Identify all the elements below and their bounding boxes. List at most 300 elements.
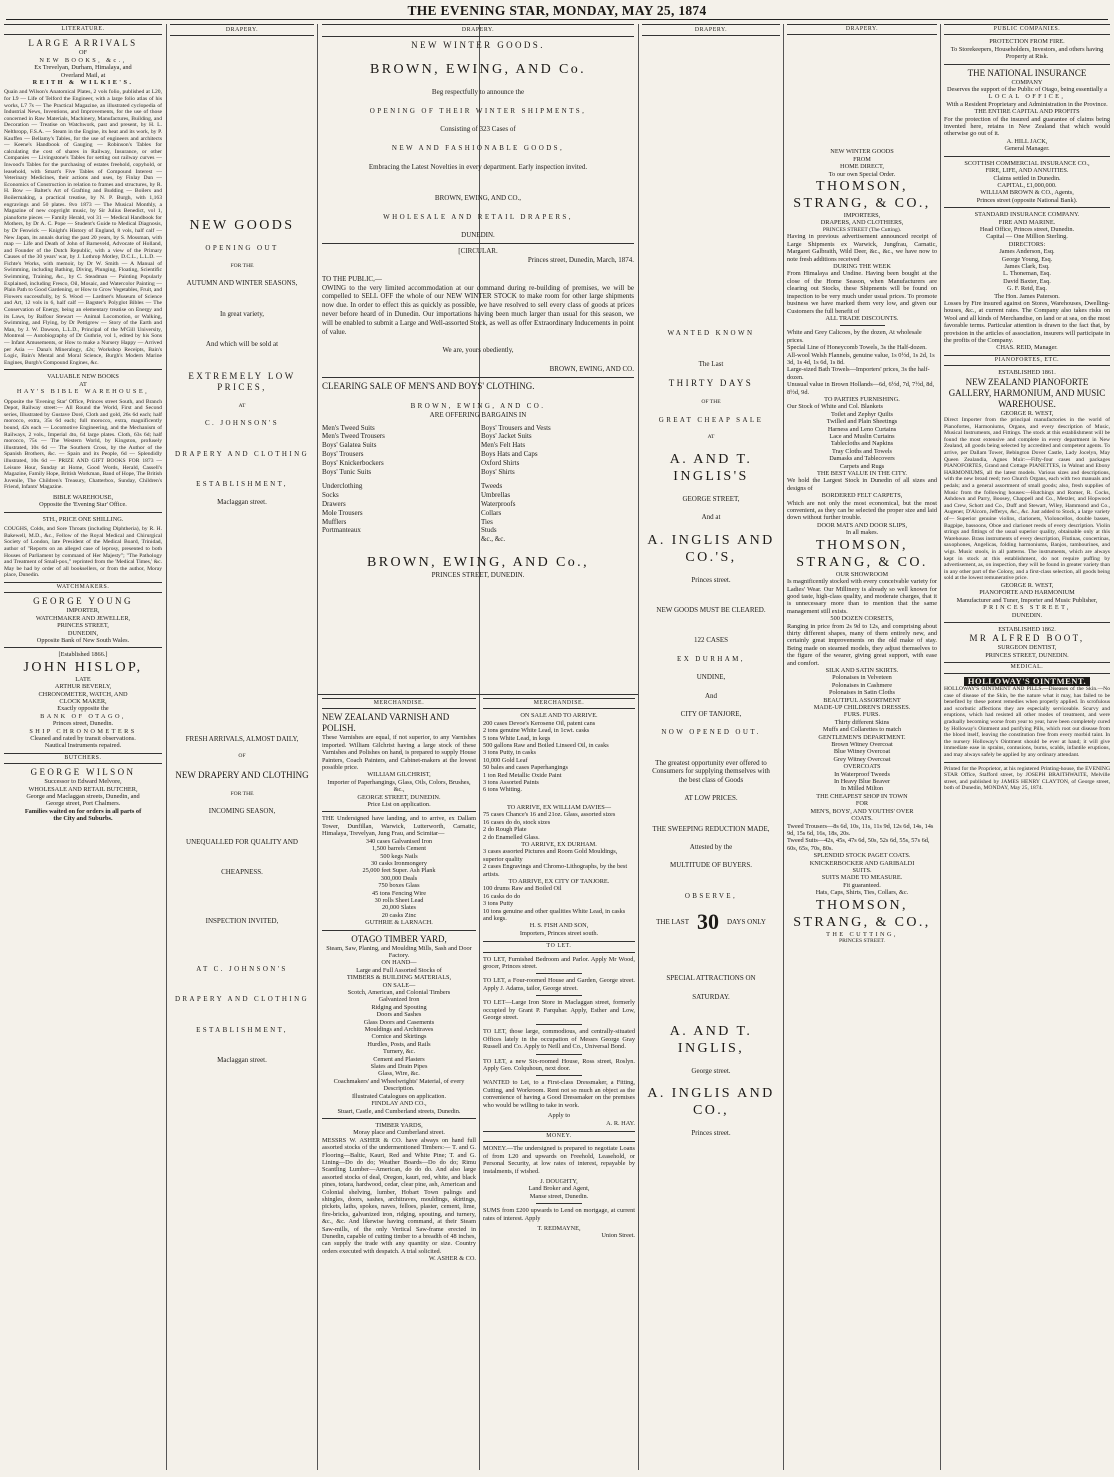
text-line: TIMBERS & BUILDING MATERIALS, xyxy=(346,974,452,982)
advertiser: GEORGE YOUNG xyxy=(33,596,133,607)
list-item: 340 cases Galvanised Iron xyxy=(365,837,433,845)
text-line: AT LOW PRICES. xyxy=(684,794,738,803)
list-item: In Milled Milton xyxy=(840,785,884,793)
text-line: the best class of Goods xyxy=(678,775,744,784)
list-item: 300,000 Deals xyxy=(380,874,418,882)
list-item: 3 tons Putty xyxy=(483,900,514,908)
classified-ad: TO LET—Large Iron Store in Maclaggan street, formerly occupied by Grant P. Farquhar. Apply, Esther and Low, George street. xyxy=(483,999,635,1022)
text-line: Princes street. xyxy=(691,575,731,584)
rule xyxy=(318,694,638,695)
list-item: Studs xyxy=(481,526,497,535)
text-line: Scotch, American, and Colonial Timbers xyxy=(347,989,451,996)
list-item: Waterproofs xyxy=(481,499,516,508)
text-line: ON HAND— xyxy=(381,959,417,967)
headline: KNICKERBOCKER AND GARIBALDI xyxy=(809,859,915,867)
list-item: White and Grey Calicoes, by the dozen, At wholesale prices. xyxy=(787,329,922,344)
column-rule xyxy=(940,24,941,1470)
text-line: SHIP CHRONOMETERS xyxy=(29,727,137,735)
headline: LARGE ARRIVALS xyxy=(28,38,138,49)
list-item: Boys Hats and Caps xyxy=(481,449,538,458)
text-line: ON SALE— xyxy=(382,981,416,989)
text-line: NEW AND FASHIONABLE GOODS, xyxy=(391,144,565,153)
text-line: Maclaggan street. xyxy=(217,1056,267,1065)
advertiser: C. JOHNSON'S xyxy=(204,419,280,428)
text-line: BROWN, EWING, AND CO., xyxy=(434,193,522,202)
price-list: Tweed Suits—42s, 45s, 47s 6d, 50s, 52s 6d, 55s, 57s 6d, 60s, 65s, 70s, 80s. xyxy=(787,837,930,852)
text-line: Moray place and Cumberland street. xyxy=(353,1129,445,1137)
text-line: TO THE PUBLIC,— xyxy=(322,274,382,283)
signature: GEORGE R. WEST, xyxy=(1000,581,1054,589)
list-item: Lace and Muslin Curtains xyxy=(829,433,895,440)
advert-body: We hold the Largest Stock in Dunedin of all sizes and designs of xyxy=(787,477,937,492)
bargain-list-right xyxy=(481,424,634,544)
advert-george-young xyxy=(4,596,162,644)
list-item: Mouldings and Architraves xyxy=(364,1026,434,1034)
masthead xyxy=(0,3,1114,21)
advertiser: A. INGLIS AND CO.'S, xyxy=(647,532,775,565)
text-line: 122 CASES xyxy=(693,636,729,645)
list-item: 30 rolls Sheet Lead xyxy=(374,896,424,904)
headline: EXTREMELY LOW PRICES, xyxy=(188,370,296,392)
advert-body: Direct Importer from the principal manufactories in the world of Pianofortes, Harmoniums, Organs, and every description of Music, Musical Instruments, and Fittings. The stock at this establishment will be found the most extensive and complete in every department in New Zealand, all goods being selected by accredited and competent agents. To arrive, per Dallam Tower, Bebington Dover Castle, Lady Jocelyn, May Queen Zealandia, Agnes Muir:—Fifty-four cases and packages PIANOFORTES, Grand and Cottage PIANETTES, in Walnut and Ebony HARMONIUMS, all the latest models. Various sizes and descriptions, with the new broad reed; two Church Organs, each with two manuals and pedals; and a general assortment of small goods; also, fresh supplies of Music from the following houses:—Hutchings and Romer, R. Cocks, Ashdown and Parry, Boosey, Chappell and Co., Metzler, and Hopwood and Crew, Schott and Co., Duff and Stewart, Wiley, Hammond and Co., Augener, D'Alcorn, Jefferys, &c., &c. Just added to Stock, a large variety of— Superior genuine violins, clarionets, Violoncellos, double basses, Bagpipe, bassoons, Oboe and clarionet reeds of every description. Violin strings and fittings of the usual superior quality, obtainable only at this Warehouse. Brass instruments of every description, Flutinas, concertinas, saxophones, Angelicas, folding harmoniums, Banjos, tambourines, and wigs. Music stools, in all patterns. The instruments, which are always kept in stock at this establishment, do not require puffing by advertisement, as, on inspection, they will be found in greater variety than in any other part of the Colony, and a first-class selection, all goods being sold at the lowest remunerative price. xyxy=(944,417,1110,582)
advert-hays-bible xyxy=(4,373,162,395)
headline: FRESH ARRIVALS, ALMOST DAILY, xyxy=(185,734,299,743)
advertiser: SCOTTISH COMMERCIAL INSURANCE CO., xyxy=(964,159,1090,167)
text-line: LATE xyxy=(75,675,91,683)
text-line: WATCHMAKER AND JEWELLER, xyxy=(35,614,131,622)
text-line: NOW OPENED OUT. xyxy=(661,728,761,737)
list-item: Boys' Shirts xyxy=(481,467,515,476)
advertiser: AT C. JOHNSON'S xyxy=(196,965,288,974)
text-line: COMPANY xyxy=(1011,78,1043,86)
list-item: 2 tons genuine White Lead, in 1cwt. casks xyxy=(483,727,590,735)
advertiser: W. ASHER & CO. xyxy=(428,1255,476,1263)
text-line: DIRECTORS: xyxy=(1008,240,1046,248)
advertiser: THE NATIONAL INSURANCE xyxy=(967,67,1087,78)
signature: BROWN, EWING, AND CO. xyxy=(549,365,634,374)
text-line: Union Street. xyxy=(601,1232,635,1240)
list-item: Boys' Trousers and Vests xyxy=(481,423,551,432)
headline: CLEARING SALE OF MEN'S AND BOYS' CLOTHING. xyxy=(322,380,535,391)
classified-ad: MONEY.—The undersigned is prepared to negotiate Loans of from L20 and upwards on Freehold, Leasehold, or Personal Security, at low rates of interest, repayable by instalments, if wished. xyxy=(483,1145,635,1175)
text-line: PRINCES STREET, DUNEDIN. xyxy=(431,570,525,579)
text-line: Embracing the Latest Novelties in every department. Early inspection invited. xyxy=(368,162,588,171)
headline: SPLENDID STOCK PAGET COATS. xyxy=(813,852,911,860)
text-line: OF xyxy=(78,49,88,57)
list-item: Harness and Leno Curtains xyxy=(827,425,897,433)
headline: ALL TRADE DISCOUNTS. xyxy=(825,314,899,322)
list-item: Boys' Trousers xyxy=(322,449,364,458)
text-line: Attested by the xyxy=(689,842,733,851)
headline: BEAUTIFUL ASSORTMENT xyxy=(823,696,901,704)
text-line: CHRONOMETER, WATCH, AND xyxy=(38,690,128,698)
section-head-merchandise: MERCHANDISE. xyxy=(483,698,635,709)
text-line: Maclaggan street. xyxy=(217,498,267,507)
text-line: In great variety, xyxy=(219,309,265,318)
text-line: Ex Trevelyan, Durham, Himalaya, and xyxy=(34,64,132,72)
text-line: Manse street, Dunedin. xyxy=(529,1192,589,1200)
headline: BORDERED FELT CARPETS, xyxy=(821,492,903,500)
list-item: 1 ton Red Metallic Oxide Paint xyxy=(483,771,562,779)
text-line: FIRE, LIFE, AND ANNUITIES. xyxy=(985,167,1069,175)
text-line: Deserves the support of the Public of Otago, being essentially a xyxy=(946,86,1107,94)
list-item: 25,000 feet Super. Ash Plank xyxy=(362,867,436,875)
text-line: OPENING OUT xyxy=(205,244,279,253)
classified-ad: WANTED to Let, to a First-class Dressmaker, a Fitting, Cutting, and Workroom. Rent not so much an object as the convenience of having a Good Dressmaker on the premises who would be willing to take in work. xyxy=(483,1079,635,1109)
text-line: Head Office, Princes street, Dunedin. xyxy=(979,225,1075,233)
headline: NEW WINTER GOODS xyxy=(830,148,894,156)
text-line: DUNEDIN. xyxy=(461,231,495,240)
list-item: 500 gallons Raw and Boiled Linseed Oil, in casks xyxy=(483,742,609,750)
advertiser: REITH & WILKIE'S. xyxy=(32,79,134,87)
advertiser: A. R. HAY. xyxy=(606,1119,635,1127)
advertiser: HAY'S BIBLE WAREHOUSE, xyxy=(16,388,150,396)
headline: THE BEST VALUE IN THE CITY. xyxy=(816,470,908,478)
text-line: To Storekeepers, Householders, Investors, and others having Property at Risk. xyxy=(950,45,1104,61)
text-line: AUTUMN AND WINTER SEASONS, xyxy=(186,279,298,288)
list-item: 30 casks Ironmongery xyxy=(371,859,427,867)
list-item: Men's Felt Hats xyxy=(481,441,526,450)
text-line: Families waited on for orders in all parts of xyxy=(24,807,142,815)
headline: MADE-UP CHILDREN'S DRESSES. xyxy=(813,704,911,711)
text-line: Princes street, Dunedin. xyxy=(52,720,114,728)
text-line: We are, yours obediently, xyxy=(442,346,514,355)
section-head-watchmakers: WATCHMAKERS. xyxy=(4,582,162,593)
column-rule xyxy=(783,24,784,1470)
list-item: L. Thoneman, Esq. xyxy=(1003,270,1051,278)
section-head-drapery: DRAPERY. xyxy=(787,24,937,35)
text-line: OF THE xyxy=(701,399,721,406)
list-item: Hurdles, Posts, and Rails xyxy=(367,1040,431,1048)
text-line: ESTABLISHMENT, xyxy=(196,1025,288,1034)
list-item: 3 cases assorted Pictures and Room Gold Mouldings, superior quality xyxy=(483,848,618,863)
advertiser: THOMSON, STRANG, & CO., xyxy=(793,179,931,212)
text-line: INCOMING SEASON, xyxy=(208,807,276,816)
headline: 500 DOZEN CORSETS, xyxy=(830,615,894,623)
rule xyxy=(4,512,162,513)
list-item: Tray Cloths and Towels xyxy=(832,447,892,455)
column-drapery-brown-ewing xyxy=(322,24,634,694)
text-line: Consisting of 323 Cases of xyxy=(440,125,516,134)
advert-body: From Himalaya and Undine. Having been bought at the close of the Home Season, when Manufacturers are clearing out Stocks, these Shipments will be found on inspection to be very much under usual prices. To promote business we have marked them very low, and given our Customers the full benefit of xyxy=(787,270,937,315)
text-line: Princes street, Dunedin, March, 1874. xyxy=(527,255,634,264)
list-item: 16 cases do do, stock sizes xyxy=(483,818,551,826)
column-public-companies xyxy=(944,24,1110,1470)
list-item: Glass, Wire, &c. xyxy=(378,1070,420,1078)
list-item: Oxford Shirts xyxy=(481,458,520,467)
headline: LOCAL OFFICE, xyxy=(988,93,1066,101)
list-item: Umbrellas xyxy=(481,491,511,500)
text-line: PRINCES STREET, xyxy=(57,622,109,630)
advert-body: Is magnificently stocked with every conceivable variety for Ladies' Wear. Our Millinery is already so well known for good taste, high-class quality, and moderate charges, that it is unnecessary more than to mention that the same management still exists. xyxy=(787,578,937,615)
text-line: the City and Suburbs. xyxy=(53,815,113,823)
advertiser: A. AND T. INGLIS, xyxy=(669,1023,753,1056)
list-item: 50 bales and cases Paperhangings xyxy=(483,764,568,772)
masthead-title: THE EVENING STAR, MONDAY, MAY 25, 1874 xyxy=(407,3,707,18)
section-head-public: PUBLIC COMPANIES. xyxy=(944,24,1110,35)
list-item: 10 tons genuine and other qualities White Lead, in casks and kegs. xyxy=(483,907,626,922)
classified-ad: SUMS from £200 upwards to Lend on mortgage, at current rates of interest. Apply xyxy=(483,1207,635,1222)
list-item: Large-sized Bath Towels—Importers' prices, 3s the half-dozen. xyxy=(787,366,930,381)
book-list: Quain and Wilson's Anatomical Plates, 2 vols folio, published at L20, for L9 — Life of Telford the Engineer, with a large folio atlas of his works, L7 7s — The Practical Magazine, an illustrated cyclopedia of Industrial News, Inventions, and Improvements, for the use of those concerned in Raw Materials, Machinery, Manufactures, Building, and Decoration — Treatise on Watchwork, past and present, by H. L. Nelthropp, F.S.A. — Steam in the Engine, its heat and its work, by P. Kauffen — Bellamy's Tables, for the use of engineers and architects — Keene's Handbook of Gauging — Robinson's Tables for calculating the cost of shares in Railway, Insurance, or other Companies — Livingstone's Tables for setting out railway curves — Inwood's Tables for the purchasing of estates freehold, copyhold, or leasehold, with Smart's Five Tables of Compound Interest — Veterinary Medicines, their actions and uses, by Finlay Dun — Economics of Construction in relation to frames and structures, by R. H. Bow — Baltet's Art of Grafting and Budding — Boilers and Boilermaking, a practical treatise, by N. P. Burgh, with 1,163 engravings and 50 plates. 8vo 1873 — The Musical Monthly, a Magazine of new copyright music, by Sir Julius Benedict, vol 1, pianoforte pieces — Family Herald, vol 31 — Medical Handbook for Mothers, by Dr A. C. Pope — Student's Guide to Medical Diagnosis, by Dr Fenwick — Knight's History of England, 8 vols, half calf — New Japan, its annals during the past 20 years, by S. Mossman, with map — Life and Death of John of Barneveld, Advocate of Holland, and Founder of the Dutch Republic, with a view of the Primary Causes of the 30 years' war, by J. Lothrop Motley, D.C.L., L.L.D. — Fichte's Works, with memoir, by Dr W. Smith — A Manual of Swimming, including Bathing, Diving, Plunging, Floating, Scientific Swimming, Training, &c., by C. Steadman — Painting Popularly Explained, including Fresco, Oil, Mosaic, and Watercolor Painting — Plain Path to Good Gardening, or How to Grow Vegetables, Fruit, and Flowers successfully, by S. Wood — Lardner's Museum of Science and Art, 12 vols in 6, half calf — Bagster's Polyglot Bibles — The Conservation of Energy, being an elementary treatise on Energy and its Laws, by Balfour Stewart — Animal Locomotion, or Walking, Swimming, and Flying, by Dr Pettigrew — Story of the Earth and Man, by J. W. Dawson, L.L.D., Principal of the M'Gill University, Montreal — Autobiography of Dr Guthrie, vol 1, edited by his Sons — Infant Amusements, or How to make a Nursery Happy — Arrived per Asia — Dana's Mineralogy, 42s; Workshop Receipts, Bain's Logic, Bain's Mental and Moral Science, Burgh's Modern Marine Engines, Burgh's Compound Engines, &c. xyxy=(4,89,162,366)
list-item: Slates and Drain Pipes xyxy=(370,1063,428,1071)
headline: SILK AND SATIN SKIRTS. xyxy=(825,666,899,674)
text-line: GEORGE R. WEST, xyxy=(1000,409,1054,417)
text-line: [CIRCULAR. xyxy=(458,247,498,256)
rule xyxy=(4,647,162,648)
advertiser: J. DOUGHTY, xyxy=(540,1177,578,1185)
headline: THE CHEAPEST SHOP IN TOWN xyxy=(816,792,908,800)
list-item: Cement and Plasters xyxy=(373,1055,425,1063)
section-head-drapery: DRAPERY. xyxy=(170,24,314,36)
list-item: G. F. Reid, Esq. xyxy=(1007,285,1047,293)
text-line: PIANOFORTE AND HARMONIUM xyxy=(979,589,1075,597)
advertiser: NEW ZEALAND PIANOFORTE GALLERY, HARMONIUM, AND MUSIC WAREHOUSE. xyxy=(948,376,1106,409)
text-line: GEORGE STREET, xyxy=(682,494,740,503)
signature: A. HILL JACK, xyxy=(1006,137,1048,145)
list-item: George Young, Esq. xyxy=(1001,255,1053,263)
text-line: IMPORTER, xyxy=(66,607,100,615)
text-line: AT xyxy=(238,402,246,409)
list-item: Muffs and Collarettes to match xyxy=(822,726,902,734)
list-item: The Hon. James Paterson. xyxy=(994,292,1060,300)
list-item: Galvanized Iron xyxy=(378,996,420,1004)
advert-body: MESSRS W. ASHER & CO. have always on hand full assorted stocks of the undermentioned Timbers:— T. and G. Flooring—Baltic, Kauri, Red and White Pine; T. and G. Lining—Do do do; Weather Boards—Do do do; Rimu Scantling Lumber—American, do do do. And also large assorted stocks of deal, Oregon, kauri, red, white, and black pines, totara, hardwood, cedar, clear pine, ash, American and Colonial shelving, lumber, Hobart Town palings and shingles, doors, sashes, architraves, mouldings, skirtings, pickets, laths, spokes, naves, felloes, plaster, cement, lime, fire-bricks, galvanized iron, ridging, spouting, and turnery, &c., &c. And likewise having command, at their Steam Saw-mills, of the only Vertical Saw-frame erected in Dunedin, capable of cutting timber to a breadth of 48 inches, can supply the trade with any quantity or size. Country orders executed with despatch. A trial solicited. xyxy=(322,1136,476,1255)
list-item: Polonaises in Cashmere xyxy=(831,681,893,689)
text-line: To our own Special Order. xyxy=(828,170,896,178)
headline: GREAT CHEAP SALE xyxy=(658,415,764,424)
text-line: DUNEDIN, xyxy=(67,629,99,637)
text-line: BANK OF OTAGO, xyxy=(40,712,126,720)
column-literature xyxy=(4,24,162,1470)
list-item: Men's Tweed Suits xyxy=(322,423,375,432)
text-line: Exactly opposite the xyxy=(57,705,109,713)
text-line: Importer of Paperhangings, Glass, Oils, Colors, Brushes, &c., xyxy=(327,778,471,794)
price-list: Tweed Trousers—8s 6d, 10s, 11s, 11s 9d, 12s 6d, 14s, 14s 9d, 15s 6d, 16s, 18s, 20s. xyxy=(787,822,934,837)
section-head-money: MONEY. xyxy=(483,1131,635,1142)
list-item: Cornice and Skirtings xyxy=(371,1033,427,1041)
advertiser: T. REDMAYNE, xyxy=(537,1224,581,1232)
text-line: CHEAPNESS. xyxy=(221,868,263,877)
text-line: Illustrated Catalogues on application. xyxy=(351,1092,447,1100)
list-item: Doors and Sashes xyxy=(376,1011,422,1019)
text-line: WHOLESALE AND RETAIL BUTCHER, xyxy=(28,785,138,793)
text-line: ESTABLISHED 1861. xyxy=(998,369,1056,377)
text-line: EX DURHAM, xyxy=(677,654,745,663)
rule xyxy=(322,811,476,812)
list-item: Polonaises in Satin Cloths xyxy=(829,689,895,697)
advert-john-hislop xyxy=(4,651,162,749)
text-line: DAYS ONLY xyxy=(726,917,766,926)
advert-reith-wilkie xyxy=(4,38,162,86)
advertiser: MR ALFRED BOOT, xyxy=(969,633,1085,644)
text-line: [Established 1866.] xyxy=(58,651,108,659)
text-line: CLOCK MAKER, xyxy=(59,697,107,705)
list-item: All-wool Welsh Flannels, genuine value, 1s 0½d, 1s 2d, 1s 3d, 1s 4d, 1s 6d, 1s 8d. xyxy=(787,351,935,366)
list-item: Drawers xyxy=(322,499,346,508)
list-item: 750 boxes Glass xyxy=(378,882,420,890)
section-head-drapery: DRAPERY. xyxy=(642,24,780,36)
text-line: GEORGE STREET, DUNEDIN. xyxy=(357,793,441,801)
column-rule xyxy=(479,698,480,1470)
bargain-list-left xyxy=(322,424,475,544)
advertiser: BROWN, EWING, AND Co. xyxy=(369,61,587,77)
list-item: Boys' Tunic Suits xyxy=(322,467,372,476)
text-line: Our Stock of White and Col. Blankets xyxy=(787,403,883,411)
list-item: Collars xyxy=(481,508,502,517)
section-head-drapery: DRAPERY. xyxy=(322,24,634,37)
headline: DURING THE WEEK xyxy=(833,263,891,271)
advertiser: A. AND T. INGLIS'S xyxy=(669,451,753,484)
list-item: Tablecloths and Napkins xyxy=(830,440,894,448)
headline: OVERCOATS xyxy=(843,763,881,771)
list-item: Boys' Knickerbockers xyxy=(322,458,384,467)
text-line: AT xyxy=(79,380,87,388)
text-line: And xyxy=(704,691,718,700)
text-line: Importers, Princes street south. xyxy=(519,929,599,937)
advert-brown-ewing xyxy=(322,40,634,240)
bargain-lists xyxy=(322,424,634,544)
list-item: Turnery, &c. xyxy=(382,1048,416,1056)
column-merchandise-1 xyxy=(322,698,476,1470)
headline: SUITS MADE TO MEASURE. xyxy=(821,874,903,882)
text-line: WILLIAM BROWN & CO., Agents, xyxy=(980,189,1074,197)
text-line: OPENING OF THEIR WINTER SHIPMENTS, xyxy=(369,106,587,115)
advertiser: BROWN, EWING, AND Co., xyxy=(367,554,589,570)
text-line: OBSERVE, xyxy=(684,891,738,900)
advert-body: Having in previous advertisement announced receipt of Large Shipments ex Warwick, Jungfrau, Carnatic, Margaret Galbraith, Wild Deer, &c., &c., we have now to note fresh additions received xyxy=(787,233,937,263)
headline: VALUABLE NEW BOOKS xyxy=(47,373,119,381)
advertiser: GUTHRIE & LARNACH. xyxy=(365,919,433,927)
list-item: Mole Trousers xyxy=(322,508,363,517)
text-line: Coachmakers' and Wheelwrights' Material, of every Description. xyxy=(333,1077,465,1093)
advert-body: Opposite the 'Evening Star' Office, Princes street South, and Branch Depot, Railway street:— All Round the World, First and Second series, Illustrated by Gustave Doré, Cloth and gold, 26s 6d each; half morocco, extra, 35s 6d each; full morocco, extra, magnificently bound, 42s each — Locomotive Engineering, and the Mechanism of Railways, 2 vols., Imperial 4to, 64 large plates. Cloth, 63s 6d; half morocco, 75s — The Western World, by Kingston, profusely illustrated, 10s 6d — The Southern Cross, by the Author of the Spanish Brothers, &c. — Spain and its People, 6d — Splendidly illustrated, 10s 6d — PRIZE AND GIFT BOOKS FOR 1873 — Leisure Hour, Sunday at Home, Good Words, Herald, Cassell's Magazine, Family Hope, British Workman, Band of Hope, The British Juvenile, The Children's Treasury, Chatterbox, Sunday, Children's Friend, Infants' Magazine. xyxy=(4,398,162,491)
list-item: 20 casks Zinc xyxy=(381,911,417,919)
text-line: Princes street. xyxy=(691,1129,731,1138)
list-item: Boys' Jacket Suits xyxy=(481,432,532,441)
section-head-butchers: BUTCHERS. xyxy=(4,753,162,764)
list-item: 3 tons Assorted Paints xyxy=(483,779,539,787)
classified-ad: TO LET, a new Six-roomed House, Ross street, Roslyn. Apply Geo. Colquhoun, next door. xyxy=(483,1057,635,1073)
advertiser: BROWN, EWING, AND CO. xyxy=(410,401,546,410)
text-line: Land Broker and Agent, xyxy=(528,1185,590,1193)
column-merchandise-2 xyxy=(483,698,635,1470)
text-line: CAPITAL, £1,000,000. xyxy=(997,181,1057,189)
classified-ad: TO LET, a Four-roomed House and Garden, George street. Apply J. Adams, tailor, George street. xyxy=(483,977,635,992)
headline: 5TH., PRICE ONE SHILLING. xyxy=(42,515,124,523)
text-line: Steam, Saw, Planing, and Moulding Mills, Sash and Door Factory. xyxy=(326,944,472,959)
text-line: George and Maclaggan streets, Dunedin, and xyxy=(26,793,140,800)
list-item: In Waterproof Tweeds xyxy=(834,770,890,778)
advert-body: Ranging in price from 2s 9d to 12s, and comprising about thirty different shapes, many of them entirely new, and certainly great improvements on the old make of stay. Being made on steamed models, they adjust themselves to the figure of the wearer, giving great support, with ease and comfort. xyxy=(787,622,937,667)
list-item: Toilet and Zephyr Quilts xyxy=(831,410,893,418)
list-item: Grey Witney Overcoat xyxy=(833,755,891,763)
list-item: In Heavy Blue Beaver xyxy=(833,778,891,786)
list-item: Glass Doors and Casements xyxy=(363,1018,435,1026)
list-item: Socks xyxy=(322,491,339,500)
text-line: George street. xyxy=(691,1066,731,1075)
advert-george-wilson xyxy=(4,767,162,822)
text-line: The Last xyxy=(698,359,724,368)
text-line: In all makes. xyxy=(845,529,879,537)
list-item: 3 tons Putty, in casks xyxy=(483,749,536,757)
text-line: DRAPERS, AND CLOTHIERS, xyxy=(820,219,904,227)
classified-ad: TO LET, those large, commodious, and centrally-situated Offices lately in the occupation of Messrs George Gray Russell and Co. Apply to Neill and Co., Universal Bond. xyxy=(483,1028,635,1051)
advertiser: A. INGLIS AND CO., xyxy=(647,1086,775,1119)
text-line: BIBLE WAREHOUSE, xyxy=(52,493,114,501)
section-head-medical: MEDICAL. xyxy=(944,662,1110,673)
text-line: And at xyxy=(701,513,721,522)
headline: WANTED KNOWN xyxy=(667,329,755,338)
advert-body: THE Undersigned have landing, and to arrive, ex Dallam Tower, Dunfillan, Warwick, Lutterworth, Carnatic, Himalaya, Trevelyan, Jung Frau, and Scimitar— xyxy=(322,815,476,838)
text-line: FOR THE xyxy=(230,790,254,797)
text-line: ARE OFFERING BARGAINS IN xyxy=(429,410,527,419)
advertiser: STANDARD INSURANCE COMPANY. xyxy=(974,211,1080,219)
headline: FURS. FURS. xyxy=(843,711,881,719)
list-item: 75 cases Chance's 16 and 21oz. Glass, assorted sizes xyxy=(483,811,616,819)
advert-body: COUGHS, Colds, and Sore Throats (including Diphtheria), by R. H. Bakewell, M.D., &c., Fellow of the Royal Medical and Chirurgical Society of London, late President of the Medical Board, Trinidad, author of "Reports on an alleged case of leprosy, presented to both Houses of Parliament by command of Her Majesty"; "The Pathology and Treatment of Small-pox," reprinted from the 'Medical Times,' &c. May be had by order of all booksellers, or from the author, Moray place, Dunedin. xyxy=(4,526,162,579)
list-item: 2 cases Engravings and Chromo-Lithographs, by the best artists. xyxy=(483,863,628,878)
text-line: UNEQUALLED FOR QUALITY AND xyxy=(186,837,298,846)
advert-body: Which are not only the most economical, but the most convenient, as they can be selected the proper size and laid down without further trouble. xyxy=(787,499,937,522)
masthead-rule xyxy=(6,19,1108,20)
advertiser: THOMSON, STRANG, & CO. xyxy=(796,537,928,570)
advert-body: These Varnishes are equal, if not superior, to any Varnishes imported. William Gilchrist having a large stock of these Varnishes and Polishes on hand, is prepared to supply House Painters, Coach Painters, and Cabinet-makers at the lowest possible price. xyxy=(322,734,476,772)
advertiser: WILLIAM GILCHRIST, xyxy=(367,771,431,779)
text-line: George street, Port Chalmers. xyxy=(45,800,121,808)
text-line: OF xyxy=(238,753,246,760)
big-number: 30 xyxy=(696,909,719,935)
list-item: 2 do Enamelled Glass. xyxy=(483,833,540,841)
rule xyxy=(4,369,162,370)
list-item: Tweeds xyxy=(481,482,503,491)
list-item: Men's Tweed Trousers xyxy=(322,432,385,441)
headline: THIRTY DAYS xyxy=(668,378,754,389)
text-line: PRINCES STREET (The Cutting). xyxy=(822,226,902,233)
advert-footer xyxy=(4,494,162,509)
rule xyxy=(322,930,476,931)
list-item: Ties xyxy=(481,517,493,526)
list-item: 10,000 Gold Leaf xyxy=(483,756,528,764)
text-line: TO ARRIVE, EX CITY OF TANJORE. xyxy=(508,877,610,885)
headline: NEW GOODS MUST BE CLEARED. xyxy=(656,606,766,615)
advertiser: FINDLAY AND CO., xyxy=(371,1100,427,1108)
text-line: Hats, Caps, Shirts, Ties, Collars, &c. xyxy=(815,889,909,897)
list-item: 500 kegs Nails xyxy=(380,852,418,860)
text-line: UNDINE, xyxy=(696,673,726,682)
text-line: INSPECTION INVITED, xyxy=(205,916,279,925)
list-item: Portmanteaux xyxy=(322,526,361,535)
headline: DOOR MATS AND DOOR SLIPS, xyxy=(816,521,908,529)
column-rule xyxy=(166,24,167,1470)
headline: THE ENTIRE CAPITAL AND PROFITS xyxy=(974,108,1080,116)
advertiser: JOHN HISLOP, xyxy=(23,659,143,675)
text-line: PRINCES STREET. xyxy=(839,937,885,944)
column-drapery-1 xyxy=(170,24,314,1470)
section-head-literature: LITERATURE. xyxy=(4,24,162,35)
thirty-days-line xyxy=(642,910,780,934)
advertiser: GEORGE WILSON xyxy=(30,767,136,778)
text-line: ARTHUR BEVERLY, xyxy=(54,683,112,691)
list-item: Blue Witney Overcoat xyxy=(833,748,891,756)
text-line: DUNEDIN. xyxy=(1011,611,1043,619)
headline: TO PARTIES FURNISHING. xyxy=(824,395,900,403)
headline: NEW ZEALAND VARNISH AND POLISH. xyxy=(322,712,450,734)
headline: NEW DRAPERY AND CLOTHING xyxy=(175,769,309,780)
headline: NEW BOOKS, &c., xyxy=(39,56,127,64)
list-item: Carpets and Rugs xyxy=(839,462,885,470)
text-line: PRINCES STREET, DUNEDIN. xyxy=(985,651,1069,659)
